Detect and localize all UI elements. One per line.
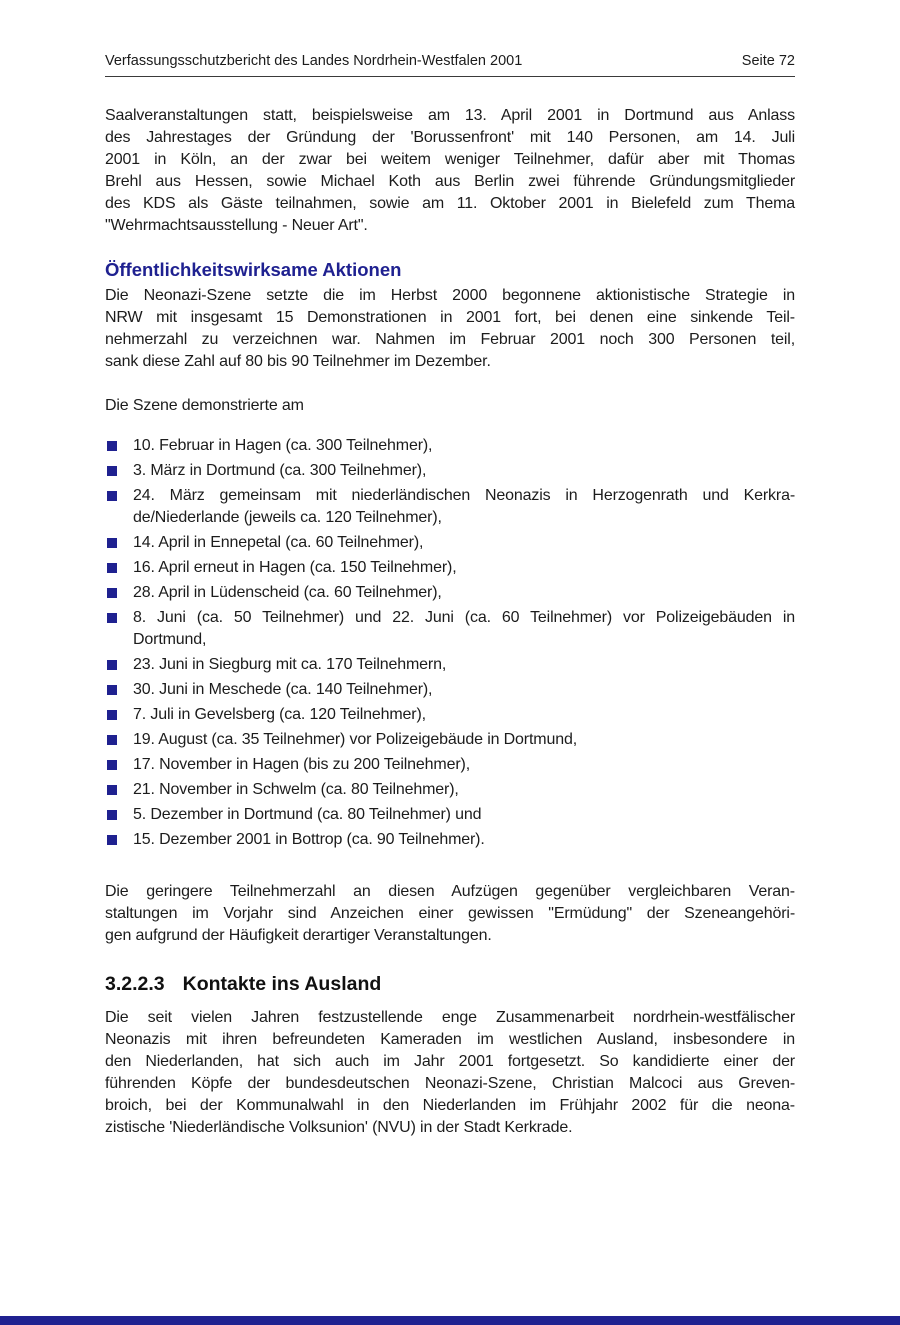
bullet-square-icon bbox=[107, 588, 117, 598]
text-line: nehmerzahl zu verzeichnen war. Nahmen im Februar 2001 noch 300 Personen teil, bbox=[105, 331, 795, 348]
paragraph-saalveranstaltungen bbox=[105, 105, 795, 237]
section-heading-kontakte bbox=[105, 971, 795, 997]
list-item-text: 19. August (ca. 35 Teilnehmer) vor Polizeigebäude in Dortmund, bbox=[133, 731, 577, 748]
list-item-text: 30. Juni in Meschede (ca. 140 Teilnehmer), bbox=[133, 681, 433, 698]
paragraph-conclusion bbox=[105, 881, 795, 947]
list-item bbox=[105, 754, 795, 776]
list-item bbox=[105, 729, 795, 751]
text-line: "Wehrmachtsausstellung - Neuer Art". bbox=[105, 217, 368, 234]
page-content bbox=[0, 52, 900, 1139]
bullet-square-icon bbox=[107, 735, 117, 745]
paragraph-strategie bbox=[105, 285, 795, 373]
text-line: des Jahrestages der Gründung der 'Borussenfront' mit 140 Personen, am 14. Juli bbox=[105, 129, 795, 146]
bullet-square-icon bbox=[107, 538, 117, 548]
bullet-square-icon bbox=[107, 466, 117, 476]
list-item bbox=[105, 460, 795, 482]
bullet-square-icon bbox=[107, 685, 117, 695]
text-line: Die Neonazi-Szene setzte die im Herbst 2000 begonnene aktionistische Strategie in bbox=[105, 287, 795, 304]
page-number: Seite 72 bbox=[741, 53, 795, 69]
bullet-square-icon bbox=[107, 785, 117, 795]
list-item bbox=[105, 679, 795, 701]
list-item bbox=[105, 557, 795, 579]
text-line: sank diese Zahl auf 80 bis 90 Teilnehmer im Dezember. bbox=[105, 353, 491, 370]
list-item bbox=[105, 485, 795, 529]
bullet-square-icon bbox=[107, 441, 117, 451]
text-line: staltungen im Vorjahr sind Anzeichen einer gewissen "Ermüdung" der Szeneangehöri- bbox=[105, 905, 795, 922]
list-item-text: Dortmund, bbox=[133, 631, 207, 648]
list-item bbox=[105, 704, 795, 726]
text-line: gen aufgrund der Häufigkeit derartiger Veranstaltungen. bbox=[105, 927, 492, 944]
list-item-text: 5. Dezember in Dortmund (ca. 80 Teilnehmer) und bbox=[133, 806, 482, 823]
bullet-square-icon bbox=[107, 660, 117, 670]
list-intro-line: Die Szene demonstrierte am bbox=[105, 397, 304, 414]
list-item bbox=[105, 582, 795, 604]
bullet-square-icon bbox=[107, 835, 117, 845]
bullet-square-icon bbox=[107, 613, 117, 623]
bullet-square-icon bbox=[107, 563, 117, 573]
list-item-text: de/Niederlande (jeweils ca. 120 Teilnehmer), bbox=[133, 509, 442, 526]
demonstrations-list bbox=[105, 435, 795, 851]
bullet-square-icon bbox=[107, 491, 117, 501]
text-line: zistische 'Niederländische Volksunion' (NVU) in der Stadt Kerkrade. bbox=[105, 1119, 573, 1136]
text-line: Saalveranstaltungen statt, beispielsweise am 13. April 2001 in Dortmund aus Anlass bbox=[105, 107, 795, 124]
list-item bbox=[105, 779, 795, 801]
text-line: Die geringere Teilnehmerzahl an diesen Aufzügen gegenüber vergleichbaren Veran- bbox=[105, 883, 795, 900]
list-item-text: 24. März gemeinsam mit niederländischen Neonazis in Herzogenrath und Kerkra- bbox=[133, 487, 795, 504]
list-item-text: 28. April in Lüdenscheid (ca. 60 Teilnehmer), bbox=[133, 584, 442, 601]
section-heading-aktionen: Öffentlichkeitswirksame Aktionen bbox=[105, 259, 402, 280]
section-title: Kontakte ins Ausland bbox=[182, 973, 382, 995]
text-line: den Niederlanden, hat sich auch im Jahr 2001 fortgesetzt. So kandidierte einer der bbox=[105, 1053, 795, 1070]
page-header bbox=[105, 52, 795, 77]
list-item bbox=[105, 804, 795, 826]
text-line: NRW mit insgesamt 15 Demonstrationen in 2001 fort, bei denen eine sinkende Teil- bbox=[105, 309, 795, 326]
list-item-text: 23. Juni in Siegburg mit ca. 170 Teilnehmern, bbox=[133, 656, 447, 673]
text-line: des KDS als Gäste teilnahmen, sowie am 11. Oktober 2001 in Bielefeld zum Thema bbox=[105, 195, 795, 212]
text-line: führenden Köpfe der bundesdeutschen Neonazi-Szene, Christian Malcoci aus Greven- bbox=[105, 1075, 795, 1092]
section-number: 3.2.2.3 bbox=[105, 973, 165, 995]
list-item bbox=[105, 607, 795, 651]
text-line: Neonazis mit ihren befreundeten Kameraden im westlichen Ausland, insbesondere in bbox=[105, 1031, 795, 1048]
text-line: Die seit vielen Jahren festzustellende enge Zusammenarbeit nordrhein-westfälischer bbox=[105, 1009, 795, 1026]
bullet-square-icon bbox=[107, 760, 117, 770]
list-item-text: 15. Dezember 2001 in Bottrop (ca. 90 Teilnehmer). bbox=[133, 831, 485, 848]
text-line: Brehl aus Hessen, sowie Michael Koth aus Berlin zwei führende Gründungsmitglieder bbox=[105, 173, 795, 190]
text-line: 2001 in Köln, an der zwar bei weitem weniger Teilnehmer, dafür aber mit Thomas bbox=[105, 151, 795, 168]
list-item-text: 14. April in Ennepetal (ca. 60 Teilnehmer), bbox=[133, 534, 424, 551]
list-item-text: 21. November in Schwelm (ca. 80 Teilnehmer), bbox=[133, 781, 459, 798]
bullet-square-icon bbox=[107, 710, 117, 720]
list-item-text: 10. Februar in Hagen (ca. 300 Teilnehmer), bbox=[133, 437, 433, 454]
list-item bbox=[105, 532, 795, 554]
list-item-text: 8. Juni (ca. 50 Teilnehmer) und 22. Juni (ca. 60 Teilnehmer) vor Polizeigebäuden in bbox=[133, 609, 795, 626]
list-item-text: 16. April erneut in Hagen (ca. 150 Teilnehmer), bbox=[133, 559, 457, 576]
header-title: Verfassungsschutzbericht des Landes Nordrhein-Westfalen 2001 bbox=[105, 53, 523, 69]
page-footer-bar bbox=[0, 1316, 900, 1325]
list-item bbox=[105, 654, 795, 676]
text-line: broich, bei der Kommunalwahl in den Niederlanden im Frühjahr 2002 für die neona- bbox=[105, 1097, 795, 1114]
bullet-square-icon bbox=[107, 810, 117, 820]
list-item-text: 17. November in Hagen (bis zu 200 Teilnehmer), bbox=[133, 756, 470, 773]
list-item bbox=[105, 829, 795, 851]
list-item bbox=[105, 435, 795, 457]
list-item-text: 3. März in Dortmund (ca. 300 Teilnehmer), bbox=[133, 462, 427, 479]
list-item-text: 7. Juli in Gevelsberg (ca. 120 Teilnehmer), bbox=[133, 706, 426, 723]
document-page bbox=[0, 52, 900, 1325]
paragraph-ausland bbox=[105, 1007, 795, 1139]
